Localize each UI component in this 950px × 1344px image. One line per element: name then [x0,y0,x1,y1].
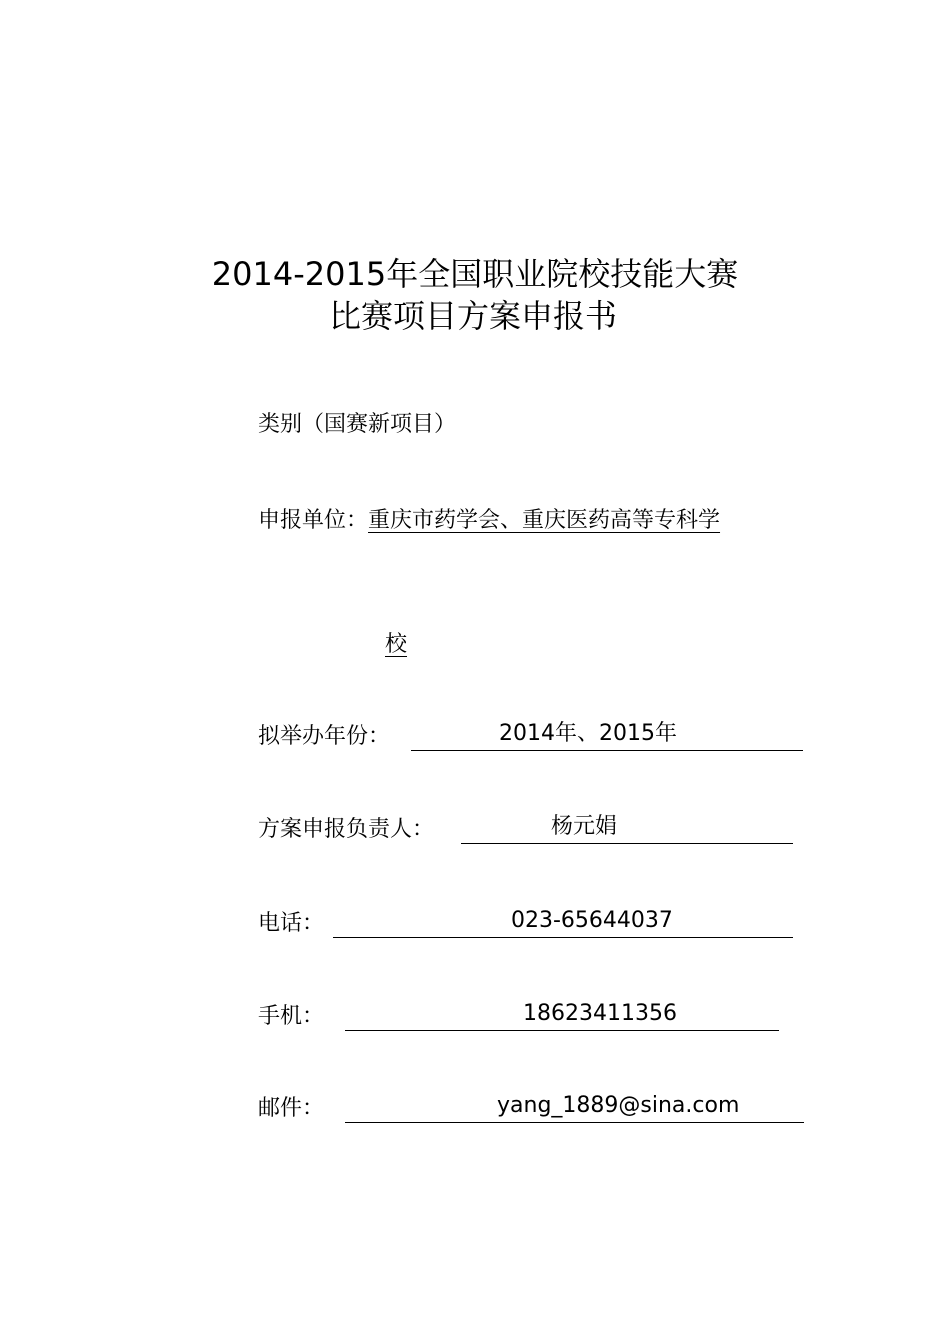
category-text: 类别（国赛新项目） [258,412,457,437]
phone-value: 023-65644037 [511,908,673,933]
applicant-row-continued [385,631,407,659]
mobile-value: 18623411356 [523,1001,677,1026]
applicant-value-line2: 校 [385,632,408,657]
years-field [411,720,803,751]
applicant-label: 申报单位： [258,508,369,533]
leader-value: 杨元娟 [551,814,618,839]
document-title-line2: 比赛项目方案申报书 [328,297,617,335]
applicant-row [258,507,720,535]
years-value: 2014年、2015年 [499,721,677,746]
email-value: yang_1889@sina.com [497,1093,740,1118]
email-field [345,1092,804,1123]
years-label: 拟举办年份： [258,724,391,749]
mobile-field [345,1000,779,1031]
applicant-value-line1: 重庆市药学会、重庆医药高等专科学 [368,508,721,533]
document-title-line1: 2014-2015年全国职业院校技能大赛 [211,255,739,293]
phone-label: 电话： [258,911,325,936]
mobile-label: 手机： [258,1004,325,1029]
leader-label: 方案申报负责人： [258,817,435,842]
leader-field [461,813,793,844]
email-label: 邮件： [258,1096,325,1121]
phone-field [333,907,793,938]
